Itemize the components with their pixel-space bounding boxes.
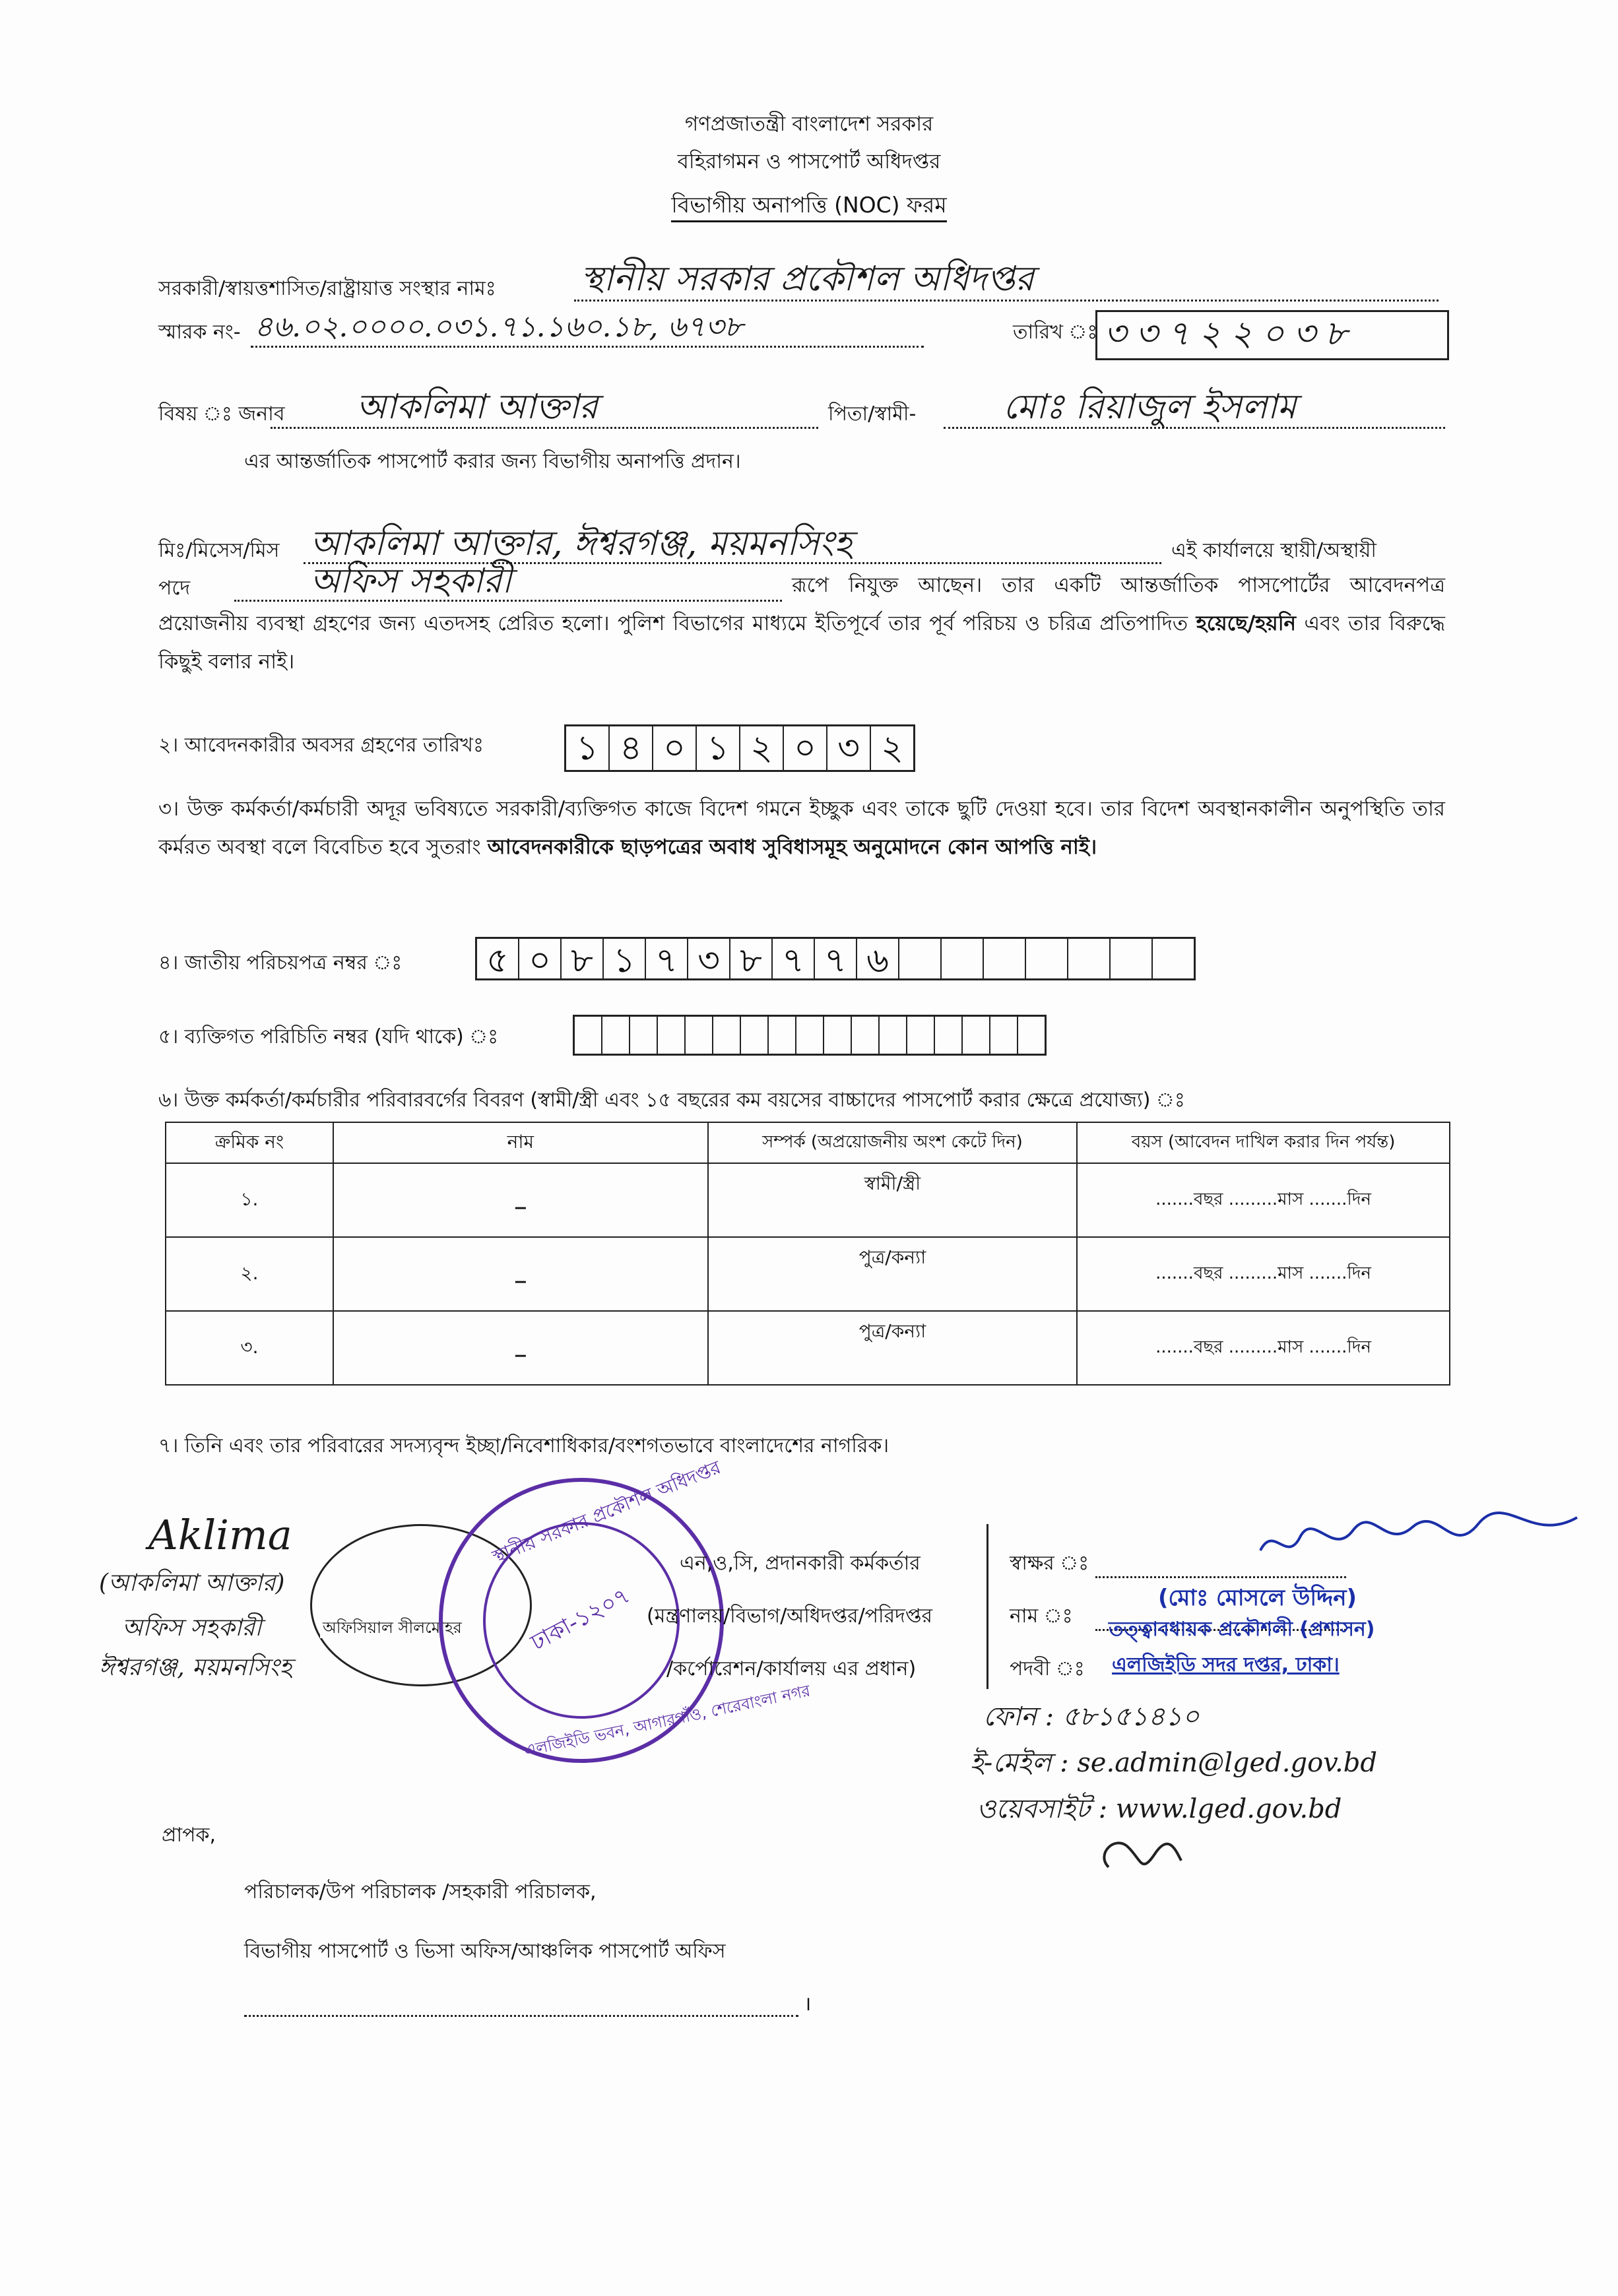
applicant-signature: Aklima (148, 1511, 292, 1559)
item6-label: ৬। উক্ত কর্মকর্তা/কর্মচারীর পরিবারবর্গের বিবরণ (স্বামী/স্ত্রী এবং ১৫ বছরের কম বয়সের বাচ্চাদের পাসপোর্ট করার ক্ষেত্রে প্রযোজ্য) ঃ (158, 1089, 1185, 1112)
digit-box (575, 1017, 602, 1054)
personal-id-boxes (573, 1015, 1047, 1056)
issuer-stamp-name: (মোঃ মোসলে উদ্দিন) (1158, 1585, 1357, 1611)
digit-box (1068, 939, 1111, 978)
applicant-name-handwritten: (আকলিমা আক্তার) (99, 1570, 285, 1597)
issuer-email-handwritten: ই-মেইল : se.admin@lged.gov.bd (970, 1748, 1377, 1778)
digit-box (1111, 939, 1153, 978)
initial-signature (1095, 1828, 1188, 1880)
table-row (166, 1311, 1450, 1385)
para1-post-handwritten: অফিস সহকারী (310, 561, 512, 601)
digit-box (796, 1017, 824, 1054)
digit-box: ১ (566, 726, 610, 770)
row-name: – (333, 1163, 708, 1237)
digit-box (935, 1017, 963, 1054)
issuer-line-3: /কর্পোরেশন/কার্যালয় এর প্রধান) (666, 1657, 917, 1680)
recipient-dotline (244, 2012, 798, 2017)
father-label: পিতা/স্বামী- (828, 402, 917, 426)
nid-number-boxes (475, 937, 1196, 980)
retirement-date-boxes (564, 724, 915, 772)
memo-date-label: তারিখ ঃ (1013, 321, 1098, 344)
digit-box (963, 1017, 990, 1054)
digit-box (1153, 939, 1194, 978)
digit-box: ৪ (610, 726, 653, 770)
para1-text-b-bold: হয়েছে/হয়নি (1196, 612, 1297, 635)
name-label: নাম ঃ (1010, 1605, 1073, 1628)
family-table (165, 1122, 1450, 1386)
digit-box (899, 939, 942, 978)
digit-box: ১ (697, 726, 740, 770)
digit-box (942, 939, 984, 978)
para1-name-handwritten: আকলিমা আক্তার, ঈশ্বরগঞ্জ, ময়মনসিংহ (310, 524, 853, 563)
issuer-divider (987, 1524, 988, 1689)
applicant-place-handwritten: ঈশ্বরগঞ্জ, ময়মনসিংহ (99, 1654, 292, 1681)
digit-box: ৩ (827, 726, 871, 770)
para1-body (158, 566, 1445, 681)
para1-text-b: এবং তার বিরুদ্ধে কিছুই বলার নাই। (158, 612, 1445, 674)
digit-box (907, 1017, 935, 1054)
subject-name-handwritten: আকলিমা আক্তার (356, 387, 598, 427)
office-seal-ring-top: স্থানীয় সরকার প্রকৌশল অধিদপ্তর (489, 1456, 724, 1568)
header-line-1: গণপ্রজাতন্ত্রী বাংলাদেশ সরকার (684, 112, 934, 136)
item3-bold-text: আবেদনকারীকে ছাড়পত্রের অবাধ সুবিধাসমূহ অনুমোদনে কোন আপত্তি নাই। (487, 835, 1097, 859)
digit-box: ২ (740, 726, 784, 770)
father-name-handwritten: মোঃ রিয়াজুল ইসলাম (1003, 387, 1297, 427)
digit-box (880, 1017, 907, 1054)
para1-post-label: পদে (158, 577, 191, 600)
digit-box (1018, 1017, 1045, 1054)
header-line-2: বহিরাগমন ও পাসপোর্ট অধিদপ্তর (677, 150, 941, 174)
recipient-label: প্রাপক, (162, 1824, 216, 1847)
recipient-line-1: পরিচালক/উপ পরিচালক /সহকারী পরিচালক, (244, 1880, 597, 1903)
signature-label: স্বাক্ষর ঃ (1010, 1552, 1089, 1575)
issuer-web-handwritten: ওয়েবসাইট : www.lged.gov.bd (977, 1794, 1342, 1824)
form-title-text: বিভাগীয় অনাপত্তি (NOC) ফরম (671, 192, 946, 222)
recipient-line-2: বিভাগীয় পাসপোর্ট ও ভিসা অফিস/আঞ্চলিক পাসপোর্ট অফিস (244, 1940, 726, 1963)
digit-box: ২ (881, 728, 903, 768)
item3-body (158, 790, 1445, 866)
digit-box: ৬ (857, 939, 899, 978)
applicant-post-handwritten: অফিস সহকারী (122, 1614, 262, 1642)
col-relation: সম্পর্ক (অপ্রয়োজনীয় অংশ কেটে দিন) (708, 1122, 1077, 1163)
digit-box (1026, 939, 1068, 978)
digit-box (990, 1017, 1018, 1054)
memo-label: স্মারক নং- (158, 321, 241, 344)
digit-box: ০ (519, 939, 562, 978)
col-name: নাম (333, 1122, 708, 1163)
digit-box (713, 1017, 741, 1054)
digit-box (630, 1017, 658, 1054)
row-age: .......বছর .........মাস .......দিন (1077, 1237, 1450, 1311)
digit-box: ৫ (477, 939, 519, 978)
row-relation: পুত্র/কন্যা (708, 1237, 1077, 1311)
item2-label: ২। আবেদনকারীর অবসর গ্রহণের তারিখঃ (158, 734, 484, 757)
issuer-stamp-office: এলজিইডি সদর দপ্তর, ঢাকা। (1112, 1653, 1340, 1676)
item3-text: ৩। উক্ত কর্মকর্তা/কর্মচারী অদূর ভবিষ্যতে সরকারী/ব্যক্তিগত কাজে বিদেশ গমনে ইচ্ছুক এবং তাকে ছুটি দেওয়া হবে। তার বিদেশ অবস্থানকালীন অনুপস্থিতি তার কর্মরত অবস্থা বলে বিবেচিত হবে সুতরাং (158, 797, 1445, 859)
family-table-header (166, 1122, 1450, 1163)
issuer-stamp-designation: তত্ত্বাবধায়ক প্রকৌশলী (প্রশাসন) (1109, 1618, 1375, 1641)
table-row (166, 1163, 1450, 1237)
col-serial: ক্রমিক নং (166, 1122, 333, 1163)
form-title (0, 191, 1618, 220)
row-serial: ১. (166, 1163, 333, 1237)
digit-box: ৭ (773, 939, 815, 978)
org-name-handwritten: স্থানীয় সরকার প্রকৌশল অধিদপ্তর (581, 259, 1034, 299)
para1-text-a: রূপে নিযুক্ত আছেন। তার একটি আন্তর্জাতিক পাসপোর্টের আবেদনপত্র প্রয়োজনীয় ব্যবস্থা গ্রহণের জন্য এতদসহ প্রেরিত হলো। পুলিশ বিভাগের মাধ্যমে ইতিপূর্বে তার পূর্ব পরিচয় ও চরিত্র প্রতিপাদিত (158, 573, 1445, 635)
memo-number-handwritten: ৪৬.০২.০০০০.০৩১.৭১.১৬০.১৮, ৬৭৩৮ (254, 310, 743, 344)
digit-box: ০ (653, 726, 697, 770)
digit-box (769, 1017, 796, 1054)
digit-box: ৩ (688, 939, 730, 978)
row-relation: পুত্র/কন্যা (708, 1311, 1077, 1385)
digit-box (984, 939, 1026, 978)
designation-label: পদবী ঃ (1010, 1657, 1085, 1680)
issuer-phone-handwritten: ফোন : ৫৮১৫১৪১০ (983, 1702, 1200, 1732)
row-serial: ৩. (166, 1311, 333, 1385)
row-name: – (333, 1237, 708, 1311)
digit-box: ০ (784, 726, 827, 770)
row-age: .......বছর .........মাস .......দিন (1077, 1311, 1450, 1385)
recipient-line-3: । (804, 1993, 812, 2016)
issuer-line-1: এন,ও,সি, প্রদানকারী কর্মকর্তার (680, 1552, 921, 1575)
table-row (166, 1237, 1450, 1311)
digit-box (686, 1017, 713, 1054)
signature-dotline (1095, 1574, 1346, 1578)
digit-box: ৭ (646, 939, 688, 978)
digit-box (741, 1017, 769, 1054)
row-relation: স্বামী/স্ত্রী (708, 1163, 1077, 1237)
official-seal-label: অফিসিয়াল সীলমোহর (320, 1618, 465, 1638)
digit-box (602, 1017, 630, 1054)
memo-date-box (1095, 310, 1449, 360)
issuer-line-2: (মন্ত্রণালয়/বিভাগ/অধিদপ্তর/পরিদপ্তর (647, 1605, 933, 1628)
col-age: বয়স (আবেদন দাখিল করার দিন পর্যন্ত) (1077, 1122, 1450, 1163)
para1-prefix: মিঃ/মিসেস/মিস (158, 539, 280, 562)
digit-box (824, 1017, 852, 1054)
subject-line-2: এর আন্তর্জাতিক পাসপোর্ট করার জন্য বিভাগীয় অনাপত্তি প্রদান। (244, 450, 741, 473)
row-age: .......বছর .........মাস .......দিন (1077, 1163, 1450, 1237)
digit-box (852, 1017, 880, 1054)
item5-label: ৫। ব্যক্তিগত পরিচিতি নম্বর (যদি থাকে) ঃ (158, 1025, 499, 1048)
digit-box: ১ (604, 939, 646, 978)
row-serial: ২. (166, 1237, 333, 1311)
office-seal-ring-bottom: এলজিইডি ভবন, আগারগাঁও, শেরেবাংলা নগর (522, 1681, 812, 1760)
digit-box: ৮ (730, 939, 773, 978)
issuer-signature (1254, 1511, 1584, 1570)
digit-box: ৮ (562, 939, 604, 978)
item4-label: ৪। জাতীয় পরিচয়পত্র নম্বর ঃ (158, 951, 403, 974)
org-label: সরকারী/স্বায়ত্তশাসিত/রাষ্ট্রায়াত্ত সংস্থার নামঃ (158, 277, 496, 300)
digit-box (658, 1017, 686, 1054)
subject-label: বিষয় ঃ জনাব (158, 402, 285, 426)
memo-date-handwritten: ৩৩৭২২০৩৮ (1104, 314, 1357, 354)
item7-text: ৭। তিনি এবং তার পরিবারের সদস্যবৃন্দ ইচ্ছা/নিবেশাধিকার/বংশগতভাবে বাংলাদেশের নাগরিক। (158, 1434, 890, 1457)
para1-mid: এই কার্যালয়ে স্থায়ী/অস্থায়ী (1171, 539, 1376, 562)
digit-box: ৭ (815, 939, 857, 978)
row-name: – (333, 1311, 708, 1385)
office-seal-center-text: ঢাকা-১২০৭ (527, 1581, 635, 1656)
